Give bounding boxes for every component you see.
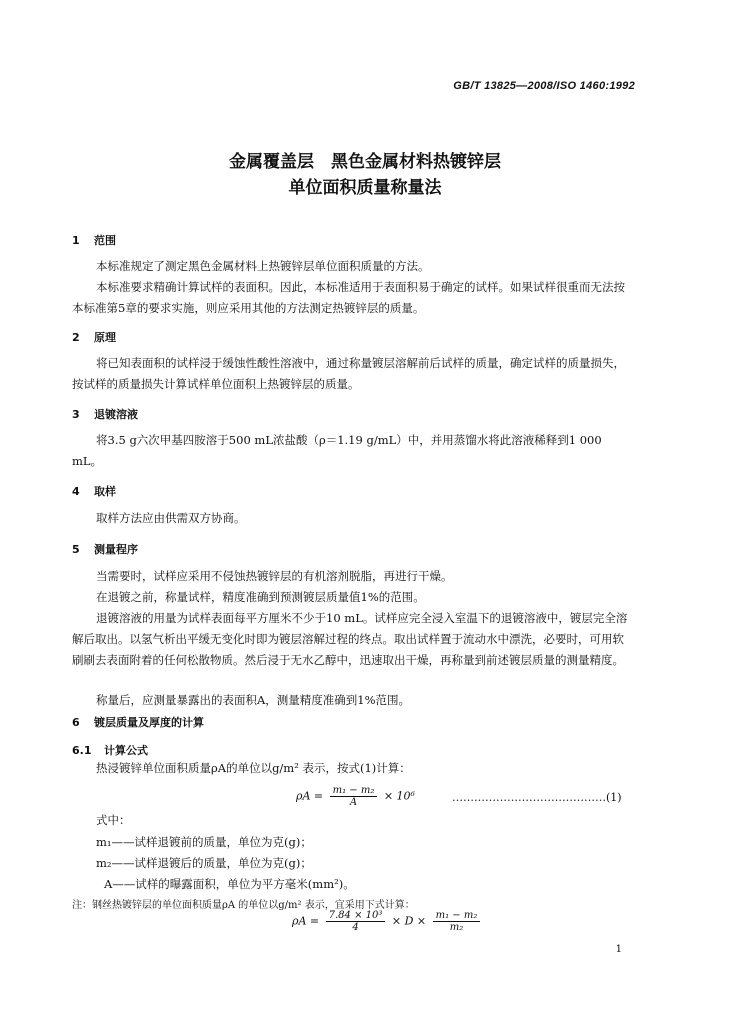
- page-number: 1: [615, 944, 622, 955]
- section-title: 镀层质量及厚度的计算: [94, 716, 204, 729]
- section-number: 6: [72, 716, 80, 729]
- section-number: 4: [72, 485, 80, 498]
- variable-m2: m₂——试样退镀后的质量，单位为克(g)；: [96, 856, 312, 870]
- section-2-heading: [72, 329, 116, 345]
- formula-tail: × 10⁶: [383, 789, 415, 803]
- variable-m1: m₁——试样退镀前的质量，单位为克(g)；: [96, 835, 312, 849]
- formula-fraction: [330, 785, 378, 808]
- fraction-denominator: 4: [352, 922, 359, 933]
- section-title: 取样: [94, 485, 116, 498]
- section-5-paragraph-4: 称量后，应测量暴露出的表面积A，测量精度准确到1%范围。: [96, 693, 411, 707]
- section-5-paragraph-1: 当需要时，试样应采用不侵蚀热镀锌层的有机溶剂脱脂，再进行干燥。: [96, 569, 453, 583]
- section-3-paragraph-1: 将3.5 g六次甲基四胺溶于500 mL浓盐酸（ρ＝1.19 g/mL）中，并用蒸馏水将此溶液稀释到1 000 mL。: [72, 433, 602, 468]
- section-5-heading: [72, 541, 138, 557]
- fraction-numerator: m₁ − m₂: [433, 910, 481, 922]
- section-title: 范围: [94, 234, 116, 247]
- section-1-paragraph-2: 本标准要求精确计算试样的表面积。因此，本标准适用于表面积易于确定的试样。如果试样很重而无法按本标准第5章的要求实施，则应采用其他的方法测定热镀锌层的质量。: [72, 280, 625, 315]
- fraction-numerator: 7.84 × 10³: [326, 910, 386, 922]
- section-4-heading: [72, 483, 116, 499]
- section-6-1-paragraph-1: 热浸镀锌单位面积质量ρA的单位以g/m² 表示，按式(1)计算：: [96, 761, 411, 775]
- section-title: 退镀溶液: [94, 408, 138, 421]
- section-title: 测量程序: [94, 543, 138, 556]
- section-2-paragraph-1: 将已知表面积的试样浸于缓蚀性酸性溶液中，通过称量镀层溶解前后试样的质量，确定试样的质量损失，按试样的质量损失计算试样单位面积上热镀锌层的质量。: [72, 356, 625, 391]
- standard-number: GB/T 13825—2008/ISO 1460:1992: [453, 80, 635, 92]
- where-intro: 式中：: [96, 813, 131, 827]
- fraction-denominator: m₂: [449, 922, 464, 933]
- section-3-heading: [72, 406, 138, 422]
- section-title: 原理: [94, 331, 116, 344]
- section-number: 1: [72, 234, 80, 247]
- document-title-line-2: 单位面积质量称量法: [288, 178, 442, 198]
- formula-1: [296, 785, 415, 808]
- formula-fraction-2: [433, 910, 481, 933]
- section-number: 5: [72, 543, 80, 556]
- variable-a: A——试样的曝露面积，单位为平方毫米(mm²)。: [104, 877, 355, 891]
- section-4-paragraph-1: 取样方法应由供需双方协商。: [96, 511, 246, 525]
- fraction-numerator: m₁ − m₂: [330, 785, 378, 797]
- formula-lhs: ρA =: [292, 914, 320, 928]
- formula-lhs: ρA =: [296, 789, 324, 803]
- section-5-paragraph-3: 退镀溶液的用量为试样表面每平方厘米不少于10 mL。试样应完全浸入室温下的退镀溶液中，镀层完全溶解后取出。以氢气析出平缓无变化时即为镀层溶解过程的终点。取出试样置于流动水中漂洗，必要时，可用软刷刷去表面附着的任何松散物质。然后浸于无水乙醇中，迅速取出干燥，再称量到前述镀层质量的测量精度。: [72, 611, 628, 667]
- equation-number: ……………………………………(1): [452, 791, 622, 804]
- formula-mid: × D ×: [391, 914, 427, 928]
- section-number: 6.1: [72, 744, 92, 757]
- document-title-line-1: 金属覆盖层 黑色金属材料热镀锌层: [229, 152, 501, 172]
- section-6-1-heading: [72, 742, 148, 758]
- formula-2: [292, 910, 483, 933]
- section-number: 2: [72, 331, 80, 344]
- section-number: 3: [72, 408, 80, 421]
- section-5-paragraph-2: 在退镀之前，称量试样，精度准确到预测镀层质量值1%的范围。: [96, 590, 425, 604]
- section-1-heading: [72, 232, 116, 248]
- note: 注：钢丝热镀锌层的单位面积质量ρA 的单位以g/m² 表示，宜采用下式计算：: [72, 900, 415, 911]
- section-title: 计算公式: [104, 744, 148, 757]
- section-6-heading: [72, 714, 204, 730]
- formula-fraction-1: [326, 910, 386, 933]
- section-1-paragraph-1: 本标准规定了测定黑色金属材料上热镀锌层单位面积质量的方法。: [96, 259, 430, 273]
- fraction-denominator: A: [349, 797, 358, 808]
